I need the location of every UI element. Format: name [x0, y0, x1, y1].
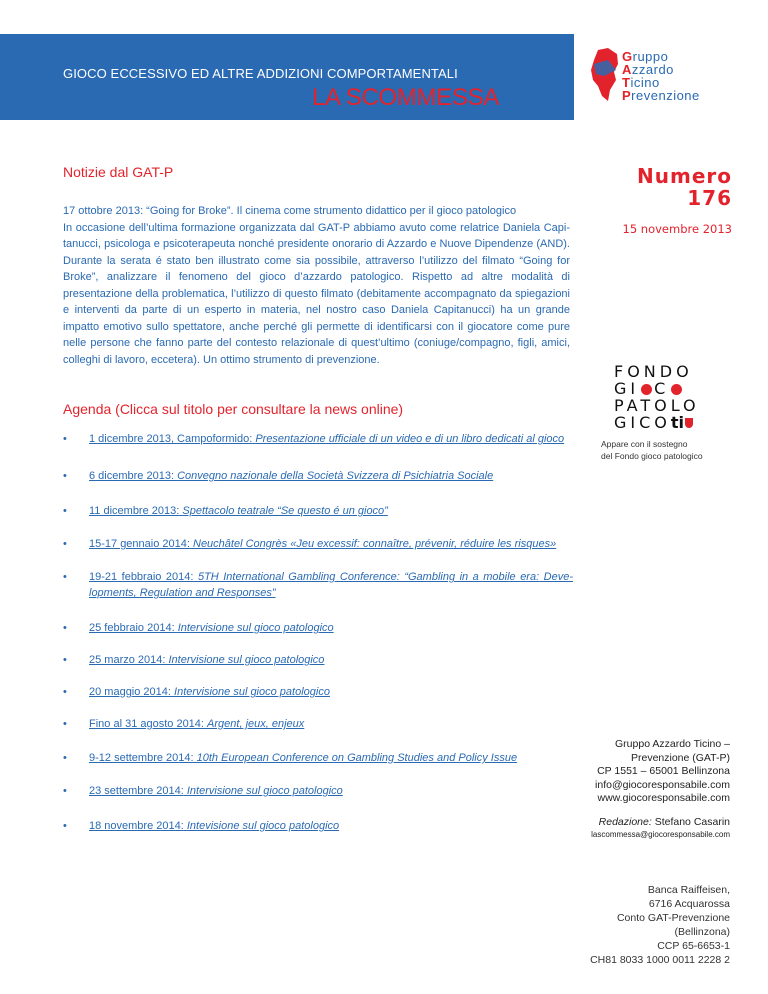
agenda-link[interactable]: 9-12 settembre 2014: 10th European Conference on Gambling Studies and Policy Issue [89, 752, 518, 764]
bullet: • [63, 470, 67, 482]
contact-line: Prevenzione (GAT-P) [630, 751, 730, 764]
red-dot-icon [641, 384, 652, 395]
bullet: • [63, 622, 67, 634]
logo-line: Prevenzione [622, 88, 700, 103]
logo-line: Gruppo [622, 49, 669, 64]
redaction-label: Redazione: [598, 816, 652, 828]
agenda-link[interactable]: Fino al 31 agosto 2014: Argent, jeux, enjeux [89, 718, 305, 730]
agenda-heading: Agenda (Clicca sul titolo per consultare la news online) [63, 401, 404, 417]
bank-line: 6716 Acquarossa [648, 898, 730, 910]
gatp-logo [590, 46, 762, 106]
agenda-link[interactable]: 25 marzo 2014: Intervisione sul gioco patologico [89, 654, 325, 666]
contact-line: CP 1551 – 65001 Bellinzona [597, 765, 730, 777]
contact-line: Gruppo Azzardo Ticino – [615, 738, 730, 750]
news-heading: Notizie dal GAT-P [63, 164, 174, 180]
bullet: • [63, 433, 67, 445]
news-article [63, 203, 570, 368]
bullet: • [63, 654, 67, 666]
bank-line: Conto GAT-Prevenzione [616, 912, 730, 924]
bank-line: Banca Raiffeisen, [647, 884, 730, 896]
agenda-link[interactable]: 19-21 febbraio 2014: 5TH International Gambling Conference: “Gambling in a mobile era: Deve-lopments, Regulation and Responses” [89, 571, 573, 599]
agenda-link[interactable]: 23 settembre 2014: Intervisione sul gioco patologico [89, 785, 343, 797]
contact-website[interactable]: www.giocoresponsabile.com [597, 792, 730, 804]
issue-number [592, 165, 732, 209]
bank-line: CH81 8033 1000 0011 2228 2 [590, 954, 730, 966]
agenda-link[interactable]: 15-17 gennaio 2014: Neuchâtel Congrès «Jeu excessif: connaître, prévenir, réduire les risques» [89, 538, 557, 550]
redaction [560, 816, 730, 828]
bullet: • [63, 571, 67, 583]
fondo-row: FONDO [614, 362, 693, 381]
support-line: Appare con il sostegno [601, 439, 688, 449]
fondo-row: GI C [614, 380, 724, 397]
bullet: • [63, 538, 67, 550]
bank-line: (Bellinzona) [674, 926, 730, 938]
article-title: 17 ottobre 2013: “Going for Broke”. Il cinema come strumento didattico per il gioco patologico [63, 205, 517, 217]
bullet: • [63, 820, 67, 832]
bullet: • [63, 505, 67, 517]
agenda-link[interactable]: 18 novembre 2014: Intevisione sul gioco patologico [89, 820, 340, 832]
logo-line: Ticino [622, 75, 660, 90]
agenda-link[interactable]: 6 dicembre 2013: Convegno nazionale della Società Svizzera di Psichiatria Sociale [89, 470, 494, 482]
support-note [601, 438, 703, 462]
bullet: • [63, 718, 67, 730]
header-kicker: GIOCO ECCESSIVO ED ALTRE ADDIZIONI COMPORTAMENTALI [63, 66, 458, 81]
redaction-name: Stefano Casarin [654, 816, 730, 828]
article-body: In occasione dell’ultima formazione organizzata dal GAT-P abbiamo avuto come relatrice Daniela Capi-tanucci, psicologa e psicoterapeuta nonché presidente onorario di Azzardo e Nuove Dipendenze (AND). Durante la serata é stato ben illustrato come sia possibile, attraverso l’utilizzo del filmato “Going for Broke”, analizzare il fenomeno del gioco d’azzardo patologico. Rispetto ad altre modalità di presentazione della problematica, l’utilizzo di questo filmato (debitamente accompagnato da spiegazioni e interventi da parte di un esperto in materia, nel nostro caso Daniela Capitanucci) ha un grande impatto emotivo sullo spettatore, anche perché gli permette di identificarsi con il giocatore come pure nelle persone che fanno parte del contesto relazionale di quest’ultimo (coniuge/compagno, figli, amici, colleghi di lavoro, eccetera). Un ottimo strumento di prevenzione. [63, 221, 570, 366]
fondo-row: PATOLO [614, 396, 700, 415]
agenda-link[interactable]: 11 dicembre 2013: Spettacolo teatrale “Se questo é un gioco” [89, 505, 388, 517]
newsletter-title: LA SCOMMESSA [312, 84, 500, 111]
red-dot-icon [671, 384, 682, 395]
issue-label: Numero [637, 164, 732, 188]
bullet: • [63, 785, 67, 797]
logo-line: Azzardo [622, 62, 674, 77]
header-banner [0, 34, 574, 120]
agenda-link[interactable]: 20 maggio 2014: Intervisione sul gioco patologico [89, 686, 330, 698]
agenda-link[interactable]: 1 dicembre 2013, Campoformido: Presentazione ufficiale di un video e di un libro dedicati al gioco [89, 433, 565, 445]
fondo-gioco-logo [614, 363, 724, 431]
fondo-row: GICOti [614, 414, 724, 431]
shield-icon [685, 418, 693, 428]
contact-email[interactable]: info@giocoresponsabile.com [595, 778, 730, 791]
issue-date: 15 novembre 2013 [622, 222, 732, 236]
logo-wordmark [622, 50, 700, 102]
bullet: • [63, 752, 67, 764]
ticino-map-icon [590, 46, 620, 104]
fondo-suffix: ti [670, 413, 685, 432]
bullet: • [63, 686, 67, 698]
issue-value: 176 [687, 186, 732, 210]
bank-line: CCP 65-6653-1 [657, 940, 730, 952]
agenda-link[interactable]: 25 febbraio 2014: Intervisione sul gioco patologico [89, 622, 334, 634]
redaction-email[interactable]: lascommessa@giocoresponsabile.com [591, 830, 730, 839]
contact-block [560, 738, 730, 806]
support-line: del Fondo gioco patologico [601, 451, 703, 461]
bank-details [560, 883, 730, 967]
